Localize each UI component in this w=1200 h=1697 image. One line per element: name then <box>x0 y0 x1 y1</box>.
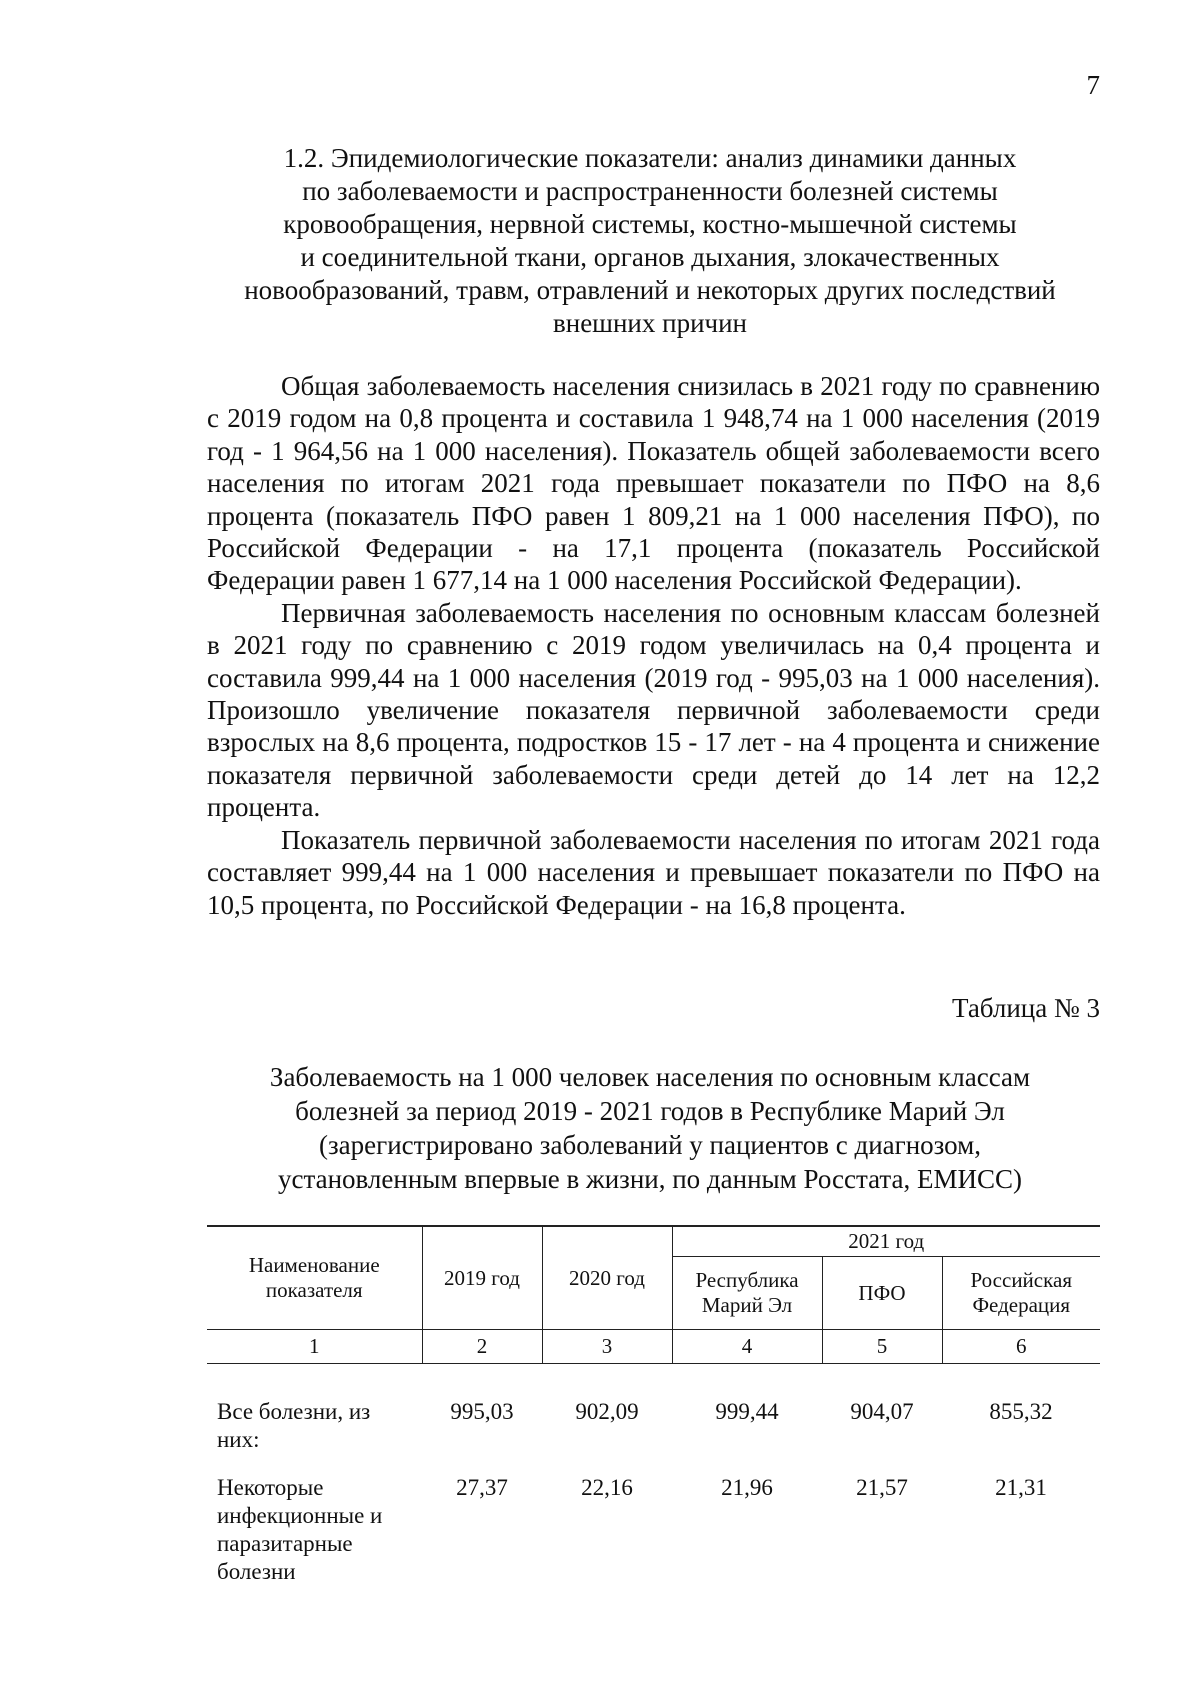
page-number: 7 <box>1086 70 1100 100</box>
header-2020: 2020 год <box>542 1226 672 1330</box>
table-title-line: Заболеваемость на 1 000 человек населения по основным классам <box>269 1062 1031 1092</box>
cell-rf: 855,32 <box>989 1399 1053 1424</box>
section-title-line: новообразований, травм, отравлений и некоторых других последствий <box>244 275 1056 305</box>
cell-2020: 22,16 <box>581 1475 633 1500</box>
header-mari-el: Республика Марий Эл <box>672 1257 822 1330</box>
paragraph-general-morbidity: Общая заболеваемость населения снизилась в 2021 году по сравнению с 2019 годом на 0,8 процента и составила 1 948,74 на 1 000 населения (2019 год - 1 964,56 на 1 000 населения). Показатель общей заболеваемости всего населения по итогам 2021 года превышает показатели по ПФО на 8,6 процента (показатель ПФО равен 1 809,21 на 1 000 населения ПФО), по Российской Федерации - на 17,1 процента (показатель Российской Федерации равен 1 677,14 на 1 000 населения Российской Федерации). <box>207 371 1100 596</box>
header-2021-group: 2021 год <box>672 1226 1100 1257</box>
morbidity-table <box>207 1225 1100 1600</box>
table-title-line: (зарегистрировано заболеваний у пациентов с диагнозом, <box>319 1130 981 1160</box>
table-title-line: болезней за период 2019 - 2021 годов в Республике Марий Эл <box>295 1096 1005 1126</box>
header-rf: Российская Федерация <box>942 1257 1100 1330</box>
table-row <box>207 1392 1100 1468</box>
cell-2019: 27,37 <box>456 1475 508 1500</box>
table-row <box>207 1468 1100 1600</box>
section-title-line: кровообращения, нервной системы, костно-мышечной системы <box>283 209 1017 239</box>
cell-2019: 995,03 <box>450 1399 514 1424</box>
paragraph-primary-morbidity: Первичная заболеваемость населения по основным классам болезней в 2021 году по сравнению с 2019 годом увеличилась на 0,4 процента и составила 999,44 на 1 000 населения (2019 год - 995,03 на 1 000 населения). Произошло увеличение показателя первичной заболеваемости среди взрослых на 8,6 процента, подростков 15 - 17 лет - на 4 процента и снижение показателя первичной заболеваемости среди детей до 14 лет на 12,2 процента. <box>207 597 1100 823</box>
section-title-line: внешних причин <box>553 308 747 338</box>
cell-mari-el: 999,44 <box>715 1399 779 1424</box>
row-name: Все болезни, из них: <box>217 1399 371 1452</box>
body-text <box>207 370 1100 921</box>
section-title <box>200 142 1100 340</box>
column-number: 4 <box>672 1330 822 1364</box>
column-number: 2 <box>422 1330 542 1364</box>
cell-rf: 21,31 <box>995 1475 1047 1500</box>
header-pfo: ПФО <box>822 1257 942 1330</box>
cell-pfo: 904,07 <box>850 1399 914 1424</box>
section-title-line: по заболеваемости и распространенности болезней системы <box>302 176 998 206</box>
column-number: 6 <box>942 1330 1100 1364</box>
section-title-line: 1.2. Эпидемиологические показатели: анализ динамики данных <box>283 143 1017 173</box>
cell-2020: 902,09 <box>575 1399 639 1424</box>
cell-mari-el: 21,96 <box>721 1475 773 1500</box>
table-title-line: установленным впервые в жизни, по данным Росстата, ЕМИСС) <box>277 1164 1023 1194</box>
column-number: 1 <box>207 1330 422 1364</box>
paragraph-primary-indicator: Показатель первичной заболеваемости населения по итогам 2021 года составляет 999,44 на 1 000 населения и превышает показатели по ПФО на 10,5 процента, по Российской Федерации - на 16,8 процента. <box>207 824 1100 920</box>
column-number: 5 <box>822 1330 942 1364</box>
section-title-line: и соединительной ткани, органов дыхания, злокачественных <box>300 242 1000 272</box>
table-label: Таблица № 3 <box>952 993 1100 1023</box>
header-2019: 2019 год <box>422 1226 542 1330</box>
header-name-col: Наименование показателя <box>207 1226 422 1330</box>
row-name: Некоторые инфекционные и паразитарные болезни <box>217 1475 383 1584</box>
cell-pfo: 21,57 <box>856 1475 908 1500</box>
column-number: 3 <box>542 1330 672 1364</box>
table-title <box>200 1060 1100 1196</box>
